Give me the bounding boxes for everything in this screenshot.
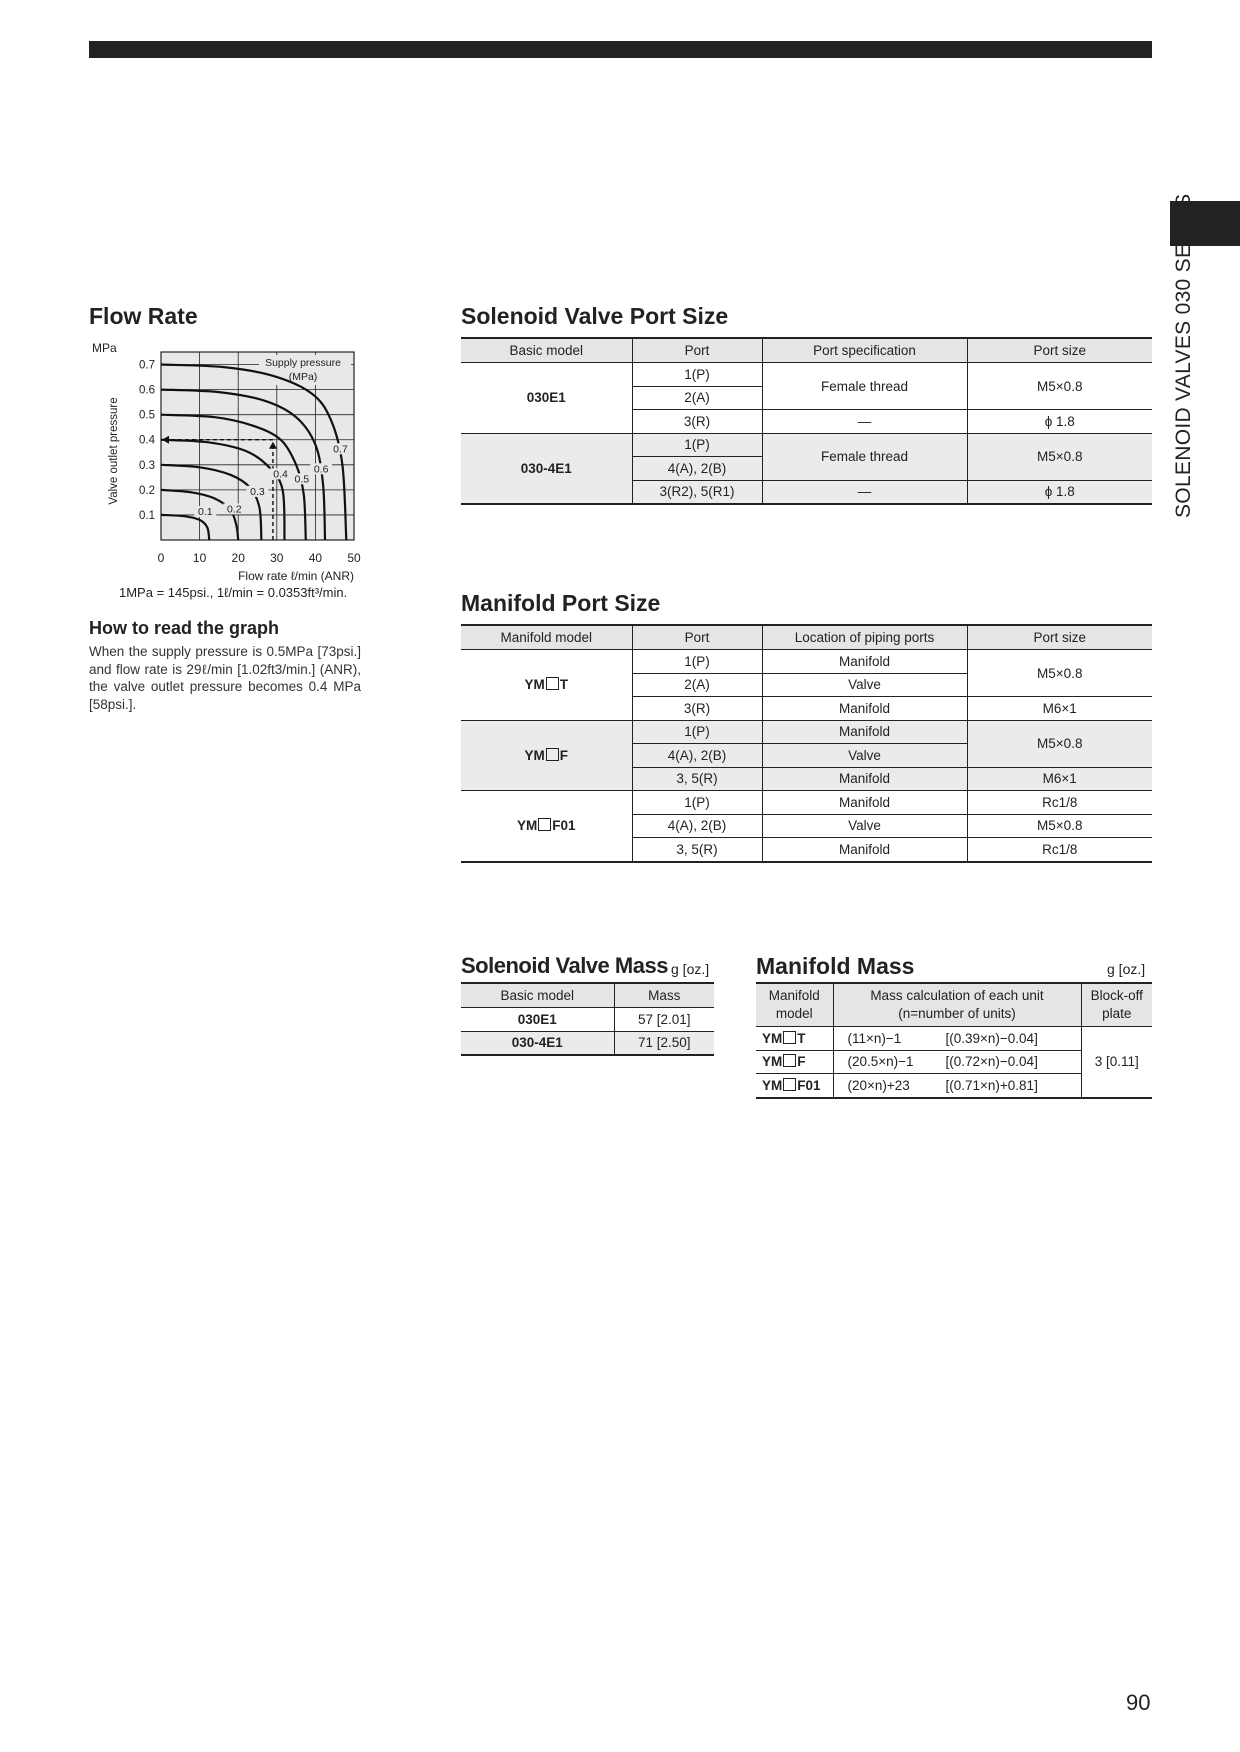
y-tick-label: 0.2 (139, 484, 155, 497)
port-cell: 3(R) (632, 410, 762, 434)
table-row (756, 1027, 1152, 1051)
page-number: 90 (1126, 1690, 1151, 1715)
placeholder-box-icon (546, 748, 559, 761)
port-cell: 2(A) (632, 386, 762, 410)
model-cell: YM F01 (461, 791, 632, 862)
table-row (461, 720, 1152, 744)
table-header-row (461, 625, 1152, 650)
placeholder-box-icon (783, 1054, 796, 1067)
col-header: Block-off plate (1081, 983, 1152, 1027)
x-tick-label: 10 (192, 551, 207, 565)
size-cell: M6×1 (967, 767, 1152, 791)
port-cell: 1(P) (632, 720, 762, 744)
col-header: Manifold model (461, 625, 632, 650)
col-header: Port size (967, 338, 1152, 363)
table-row (461, 1031, 714, 1055)
col-header: Port (632, 338, 762, 363)
series-label-0.3: 0.3 (250, 485, 265, 498)
loc-cell: Valve (762, 673, 967, 697)
block-off-cell: 3 [0.11] (1081, 1027, 1152, 1098)
loc-cell: Manifold (762, 791, 967, 815)
port-cell: 4(A), 2(B) (632, 814, 762, 838)
manifold-mass-unit: g [oz.] (1107, 961, 1146, 977)
sv-port-title: Solenoid Valve Port Size (461, 303, 729, 329)
loc-cell: Manifold (762, 767, 967, 791)
loc-cell: Manifold (762, 650, 967, 674)
sv-port-table (461, 337, 1152, 505)
spec-cell: — (762, 410, 967, 434)
x-tick-label: 40 (308, 551, 323, 565)
legend-title-unit: (MPa) (288, 371, 318, 383)
size-cell: ϕ 1.8 (967, 480, 1152, 504)
model-cell: YM F01 (756, 1074, 833, 1098)
model-cell: YM T (461, 650, 632, 721)
series-label-0.4: 0.4 (273, 468, 288, 481)
port-cell: 1(P) (632, 363, 762, 387)
spec-cell: — (762, 480, 967, 504)
port-cell: 1(P) (632, 433, 762, 457)
x-tick-label: 20 (231, 551, 245, 565)
col-header: Basic model (461, 338, 632, 363)
size-cell: M5×0.8 (967, 814, 1152, 838)
size-cell: M5×0.8 (967, 720, 1152, 767)
table-row (461, 433, 1152, 457)
x-tick-label: 50 (347, 551, 361, 565)
y-unit-label: MPa (92, 341, 117, 355)
size-cell: Rc1/8 (967, 791, 1152, 815)
mass-cell: 71 [2.50] (614, 1031, 714, 1055)
loc-cell: Manifold (762, 720, 967, 744)
legend-title: Supply pressure (265, 357, 341, 369)
placeholder-box-icon (783, 1078, 796, 1091)
placeholder-box-icon (538, 818, 551, 831)
model-cell: YM F (461, 720, 632, 791)
flow-rate-chart (89, 335, 379, 595)
port-cell: 3(R) (632, 697, 762, 721)
series-label-0.7: 0.7 (333, 443, 348, 456)
col-header: Basic model (461, 983, 614, 1008)
y-tick-label: 0.5 (139, 409, 155, 422)
mass-cell: 57 [2.01] (614, 1008, 714, 1032)
y-tick-label: 0.4 (139, 434, 155, 447)
series-label-0.6: 0.6 (313, 463, 329, 476)
howto-title: How to read the graph (89, 618, 280, 638)
col-header: Port size (967, 625, 1152, 650)
col-header: Port specification (762, 338, 967, 363)
table-row (461, 791, 1152, 815)
loc-cell: Valve (762, 744, 967, 768)
size-cell: Rc1/8 (967, 838, 1152, 862)
col-header: Mass calculation of each unit (n=number of units) (833, 983, 1081, 1027)
sv-mass-unit: g [oz.] (671, 961, 710, 977)
manifold-mass-title: Manifold Mass (756, 953, 915, 979)
table-header-row (461, 983, 714, 1008)
table-header-row (461, 338, 1152, 363)
model-cell: 030-4E1 (461, 1031, 614, 1055)
size-cell: M5×0.8 (967, 650, 1152, 697)
series-label-0.2: 0.2 (226, 503, 242, 516)
calc-cell: (11×n)−1 [(0.39×n)−0.04] (833, 1027, 1081, 1051)
unit-conversion-caption: 1MPa = 145psi., 1ℓ/min = 0.0353ft³/min. (119, 585, 348, 600)
model-cell: 030-4E1 (461, 433, 632, 504)
placeholder-box-icon (783, 1031, 796, 1044)
model-cell: 030E1 (461, 1008, 614, 1032)
spec-cell: Female thread (762, 433, 967, 480)
port-cell: 3, 5(R) (632, 767, 762, 791)
header-bar (89, 41, 1152, 58)
spec-cell: Female thread (762, 363, 967, 410)
table-header-row (756, 983, 1152, 1027)
flow-rate-title: Flow Rate (89, 303, 198, 329)
port-cell: 3, 5(R) (632, 838, 762, 862)
loc-cell: Manifold (762, 838, 967, 862)
y-tick-label: 0.3 (139, 459, 155, 472)
col-header: Port (632, 625, 762, 650)
col-header: Manifold model (756, 983, 833, 1027)
manifold-port-table (461, 624, 1152, 863)
x-tick-label: 30 (270, 551, 284, 565)
table-row (461, 1008, 714, 1032)
size-cell: ϕ 1.8 (967, 410, 1152, 434)
manifold-port-title: Manifold Port Size (461, 590, 661, 616)
series-label-0.5: 0.5 (294, 473, 310, 486)
col-header: Location of piping ports (762, 625, 967, 650)
calc-cell: (20×n)+23 [(0.71×n)+0.81] (833, 1074, 1081, 1098)
size-cell: M5×0.8 (967, 433, 1152, 480)
model-cell: 030E1 (461, 363, 632, 434)
port-cell: 1(P) (632, 650, 762, 674)
size-cell: M6×1 (967, 697, 1152, 721)
size-cell: M5×0.8 (967, 363, 1152, 410)
model-cell: YM F (756, 1050, 833, 1074)
table-row (461, 650, 1152, 674)
loc-cell: Valve (762, 814, 967, 838)
port-cell: 3(R2), 5(R1) (632, 480, 762, 504)
calc-cell: (20.5×n)−1 [(0.72×n)−0.04] (833, 1050, 1081, 1074)
loc-cell: Manifold (762, 697, 967, 721)
table-row (461, 363, 1152, 387)
sv-mass-title: Solenoid Valve Mass (461, 953, 668, 978)
sv-mass-table (461, 982, 714, 1056)
y-axis-title: Valve outlet pressure (108, 397, 120, 505)
port-cell: 4(A), 2(B) (632, 457, 762, 481)
howto-text: When the supply pressure is 0.5MPa [73psi.] and flow rate is 29ℓ/min [1.02ft3/min.] (ANR), the valve outlet pressure becomes 0.4 MPa [58psi.]. (89, 644, 361, 712)
port-cell: 4(A), 2(B) (632, 744, 762, 768)
x-axis-title: Flow rate ℓ/min (ANR) (238, 569, 354, 583)
model-cell: YM T (756, 1027, 833, 1051)
side-label: SOLENOID VALVES 030 SERIES (1172, 193, 1195, 518)
placeholder-box-icon (546, 677, 559, 690)
y-tick-label: 0.7 (139, 359, 155, 372)
x-tick-label: 0 (157, 551, 165, 565)
manifold-mass-table (756, 982, 1152, 1099)
port-cell: 1(P) (632, 791, 762, 815)
port-cell: 2(A) (632, 673, 762, 697)
series-label-0.1: 0.1 (198, 505, 213, 518)
y-tick-label: 0.1 (139, 509, 155, 522)
col-header: Mass (614, 983, 714, 1008)
y-tick-label: 0.6 (139, 384, 155, 397)
